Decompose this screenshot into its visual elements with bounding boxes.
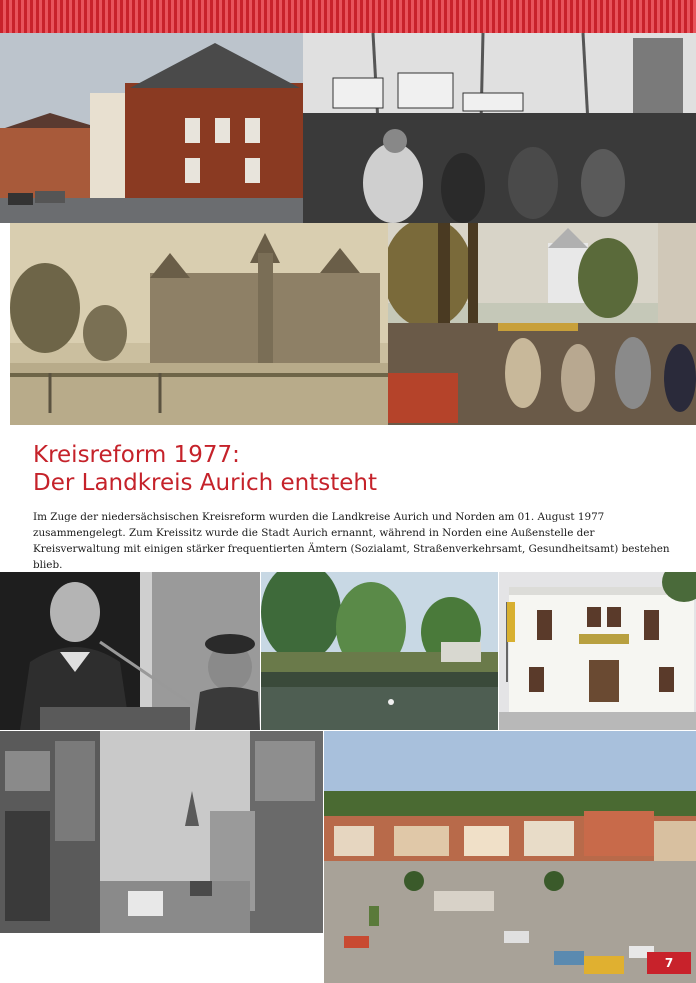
decorative-stripe-bar	[0, 0, 696, 33]
photo-pond-trees	[261, 572, 498, 730]
photo-market-crowd	[388, 223, 696, 425]
photo-market-square-aerial	[324, 731, 696, 983]
page-heading	[33, 441, 673, 497]
heading-line-2: Der Landkreis Aurich entsteht	[33, 470, 378, 496]
photo-brick-buildings	[0, 33, 303, 223]
body-paragraph: Im Zuge der niedersächsischen Kreisreform wurden die Landkreise Aurich und Norden am 01. August 1977 zusammengelegt. Zum Kreissitz wurde die Stadt Aurich ernannt, während in Norden eine Außenstelle der Kreisverwaltung mit einigen stärker frequentierten Ämtern (Sozialamt, Straßenverkehrsamt, Gesundheitsamt) bestehen blieb.	[33, 511, 670, 571]
page-number: 7	[647, 952, 691, 974]
photo-landschaft-building-postcard	[10, 223, 388, 425]
photo-white-building	[499, 572, 696, 730]
photo-speaker-at-podium	[0, 572, 260, 730]
heading-line-1: Kreisreform 1977:	[33, 442, 240, 468]
photo-street-scene	[0, 731, 323, 933]
photo-protest-crowd	[303, 33, 696, 223]
